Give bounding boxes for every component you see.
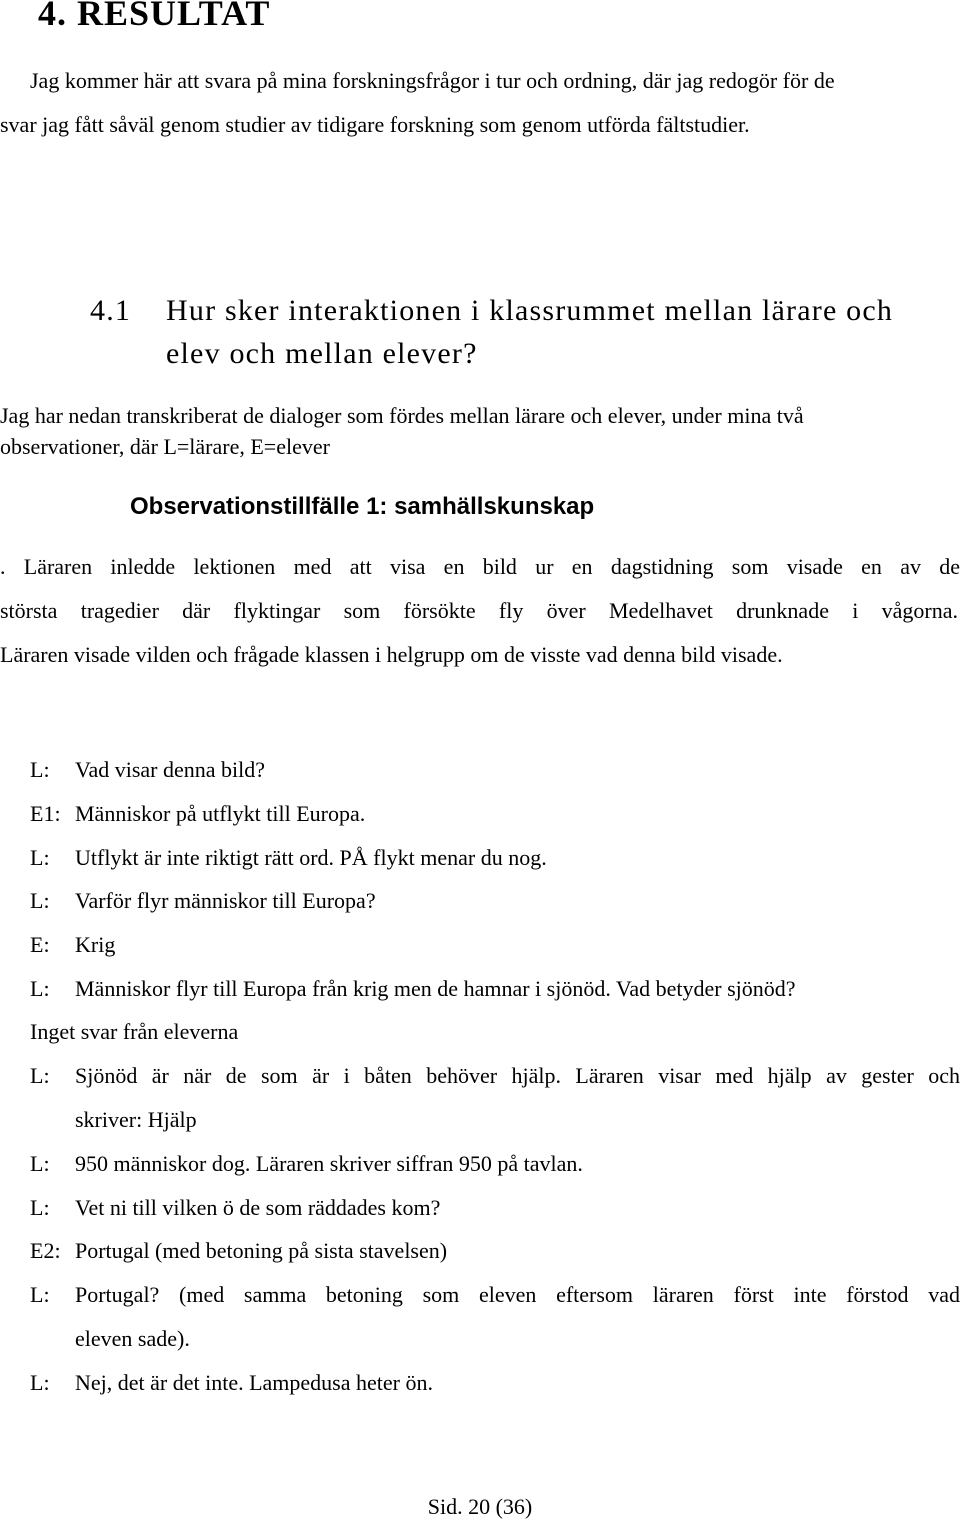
utterance: Portugal (med betoning på sista stavelsen) (75, 1238, 448, 1263)
observation-para-line-3: Läraren visade vilden och frågade klassen i helgrupp om de visste vad denna bild visade. (0, 642, 783, 667)
speaker: L: (30, 1370, 50, 1395)
speaker: L: (30, 757, 50, 782)
speaker: E1: (30, 801, 61, 826)
subsection-title-line-2: elev och mellan elever? (166, 337, 478, 370)
utterance: Människor på utflykt till Europa. (75, 801, 366, 826)
utterance: Utflykt är inte riktigt rätt ord. PÅ flykt menar du nog. (75, 845, 547, 870)
observation-para-line-2: största tragedier där flyktingar som försökte fly över Medelhavet drunknade i vågorna. (0, 598, 958, 623)
utterance: Krig (75, 932, 116, 957)
speaker: L: (30, 1195, 50, 1220)
speaker: E: (30, 932, 50, 957)
intro-line-2: svar jag fått såväl genom studier av tidigare forskning som genom utförda fältstudier. (0, 112, 750, 137)
note-text: Inget svar från eleverna (30, 1019, 239, 1044)
utterance-continuation: skriver: Hjälp (75, 1107, 197, 1132)
utterance: Nej, det är det inte. Lampedusa heter ön. (75, 1370, 433, 1395)
observation-title: Observationstillfälle 1: samhällskunskap (130, 493, 595, 520)
speaker: L: (30, 845, 50, 870)
utterance: Varför flyr människor till Europa? (75, 888, 376, 913)
page-number: Sid. 20 (36) (427, 1494, 533, 1519)
speaker: L: (30, 888, 50, 913)
utterance-continuation: eleven sade). (75, 1326, 190, 1351)
utterance: Sjönöd är när de som är i båten behöver hjälp. Läraren visar med hjälp av gester och (75, 1063, 960, 1088)
speaker: E2: (30, 1238, 61, 1263)
utterance: Vet ni till vilken ö de som räddades kom? (75, 1195, 441, 1220)
intro-line-1: Jag kommer här att svara på mina forskningsfrågor i tur och ordning, där jag redogör för de (30, 68, 835, 93)
utterance: Vad visar denna bild? (75, 757, 265, 782)
utterance: 950 människor dog. Läraren skriver siffran 950 på tavlan. (75, 1151, 583, 1176)
section-heading: 4. RESULTAT (38, 0, 271, 33)
speaker: L: (30, 976, 50, 1001)
utterance: Människor flyr till Europa från krig men de hamnar i sjönöd. Vad betyder sjönöd? (75, 976, 796, 1001)
speaker: L: (30, 1151, 50, 1176)
subsection-title-line-1: Hur sker interaktionen i klassrummet mellan lärare och (166, 294, 894, 327)
speaker: L: (30, 1063, 50, 1088)
utterance: Portugal? (med samma betoning som eleven eftersom läraren först inte förstod vad (75, 1282, 960, 1307)
observation-para-line-1: . Läraren inledde lektionen med att visa en bild ur en dagstidning som visade en av de (0, 554, 960, 579)
speaker: L: (30, 1282, 50, 1307)
subsection-number: 4.1 (90, 294, 132, 327)
subsection-desc-line-1: Jag har nedan transkriberat de dialoger som fördes mellan lärare och elever, under mina två (0, 403, 804, 428)
subsection-desc-line-2: observationer, där L=lärare, E=elever (0, 434, 330, 459)
